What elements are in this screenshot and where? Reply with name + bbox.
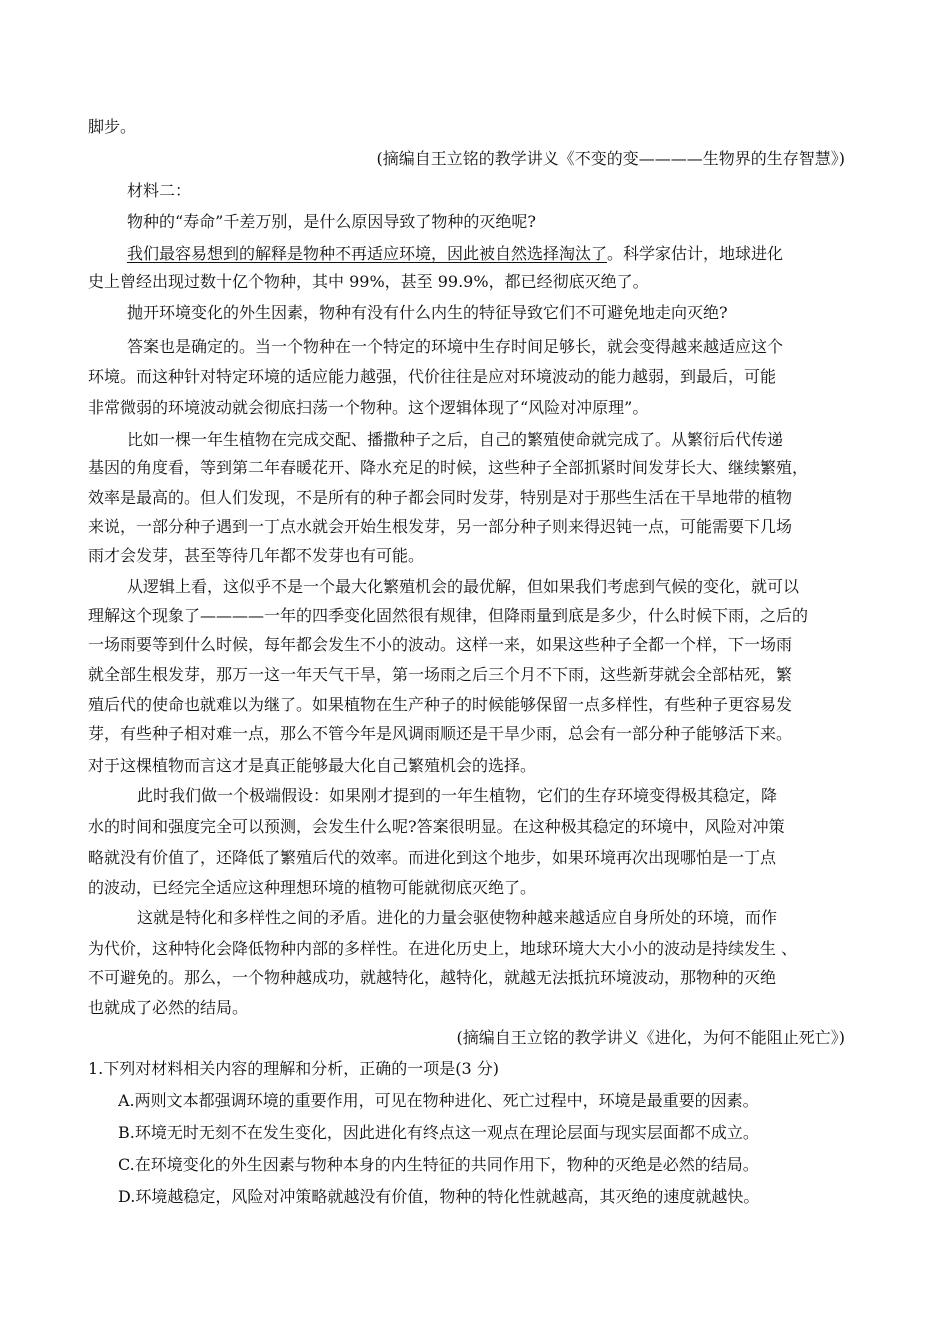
text-line: 非常微弱的环境波动就会彻底扫荡一个物种。这个逻辑体现了“风险对冲原理”。 xyxy=(88,398,649,417)
text-line: 雨才会发芽，甚至等待几年都不发芽也有可能。 xyxy=(88,546,425,565)
text-line: 就全部生根发芽，那万一这一年天气干旱，第一场雨之后三个月不下雨，这些新芽就会全部枯死，繁 xyxy=(88,665,793,684)
text-line: 为代价，这种特化会降低物种内部的多样性。在进化历史上，地球环境大大小小的波动是持续发生 、 xyxy=(88,939,798,958)
text-line: 略就没有价值了，还降低了繁殖后代的效率。而进化到这个地步，如果环境再次出现哪怕是一丁点 xyxy=(88,848,777,867)
question-stem: 1.下列对材料相关内容的理解和分析，正确的一项是(3 分) xyxy=(88,1059,500,1078)
answer-option-a: A.两则文本都强调环境的重要作用，可见在物种进化、死亡过程中，环境是最重要的因素。 xyxy=(118,1091,759,1110)
text-line: 抛开环境变化的外生因素，物种有没有什么内生的特征导致它们不可避免地走向灭绝? xyxy=(127,303,728,322)
underlined-sentence: 我们最容易想到的解释是物种不再适应环境，因此被自然选择淘汰了 xyxy=(127,244,608,263)
source-citation: (摘编自王立铭的教学讲义《不变的变————生物界的生存智慧》) xyxy=(376,149,845,168)
text-line: 脚步。 xyxy=(88,117,137,136)
text-line: 环境。而这种针对特定环境的适应能力越强，代价往往是应对环境波动的能力越弱，到最后，可能 xyxy=(88,367,777,386)
text-line: 一场雨要等到什么时候，每年都会发生不小的波动。这样一来，如果这些种子全都一个样，下一场雨 xyxy=(88,635,793,654)
text-line: 水的时间和强度完全可以预测，会发生什么呢?答案很明显。在这种极其稳定的环境中，风险对冲策 xyxy=(88,817,785,836)
text-line: 从逻辑上看，这似乎不是一个最大化繁殖机会的最优解，但如果我们考虑到气候的变化，就可以 xyxy=(127,577,800,596)
text-line: 也就成了必然的结局。 xyxy=(88,998,249,1017)
text-line: 理解这个现象了————一年的四季变化固然很有规律，但降雨量到底是多少，什么时候下雨，之后的 xyxy=(88,606,809,625)
text-line: 对于这棵植物而言这才是真正能够最大化自己繁殖机会的选择。 xyxy=(88,756,537,775)
text-line: 此时我们做一个极端假设：如果刚才提到的一年生植物，它们的生存环境变得极其稳定，降 xyxy=(137,786,778,805)
text-line: 答案也是确定的。当一个物种在一个特定的环境中生存时间足够长，就会变得越来越适应这个 xyxy=(127,337,784,356)
text-line: 来说，一部分种子遇到一丁点水就会开始生根发芽，另一部分种子则来得迟钝一点，可能需要下几场 xyxy=(88,517,793,536)
text-line: 芽，有些种子相对难一点，那么不管今年是风调雨顺还是干旱少雨，总会有一部分种子能够活下来。 xyxy=(88,724,793,743)
text-line: 比如一棵一年生植物在完成交配、播撒种子之后，自己的繁殖使命就完成了。从繁衍后代传递 xyxy=(127,430,784,449)
text-line: 史上曾经出现过数十亿个物种，其中 99%，甚至 99.9%，都已经彻底灭绝了。 xyxy=(88,272,649,291)
text-line: 物种的“寿命”千差万别，是什么原因导致了物种的灭绝呢? xyxy=(127,212,536,231)
text-line: 这就是特化和多样性之间的矛盾。进化的力量会驱使物种越来越适应自身所处的环境，而作 xyxy=(137,908,778,927)
text-line: 的波动，已经完全适应这种理想环境的植物可能就彻底灭绝了。 xyxy=(88,878,537,897)
text-line: 不可避免的。那么，一个物种越成功，就越特化，越特化，就越无法抵抗环境波动，那物种的灭绝 xyxy=(88,968,777,987)
text-line xyxy=(127,243,867,265)
text-span: 。科学家估计，地球进化 xyxy=(607,244,784,263)
answer-option-b: B.环境无时无刻不在发生变化，因此进化有终点这一观点在理论层面与现实层面都不成立。 xyxy=(118,1123,759,1142)
answer-option-d: D.环境越稳定，风险对冲策略就越没有价值，物种的特化性就越高，其灭绝的速度就越快。 xyxy=(118,1187,760,1206)
section-heading: 材料二： xyxy=(127,181,192,200)
source-citation: (摘编自王立铭的教学讲义《进化，为何不能阻止死亡》) xyxy=(456,1028,845,1047)
text-line: 基因的角度看，等到第二年春暖花开、降水充足的时候，这些种子全部抓紧时间发芽长大、继续繁殖， xyxy=(88,458,809,477)
text-line: 效率是最高的。但人们发现，不是所有的种子都会同时发芽，特别是对于那些生活在干旱地带的植物 xyxy=(88,488,793,507)
answer-option-c: C.在环境变化的外生因素与物种本身的内生特征的共同作用下，物种的灭绝是必然的结局。 xyxy=(118,1155,759,1174)
text-line: 殖后代的使命也就难以为继了。如果植物在生产种子的时候能够保留一点多样性，有些种子更容易发 xyxy=(88,695,793,714)
